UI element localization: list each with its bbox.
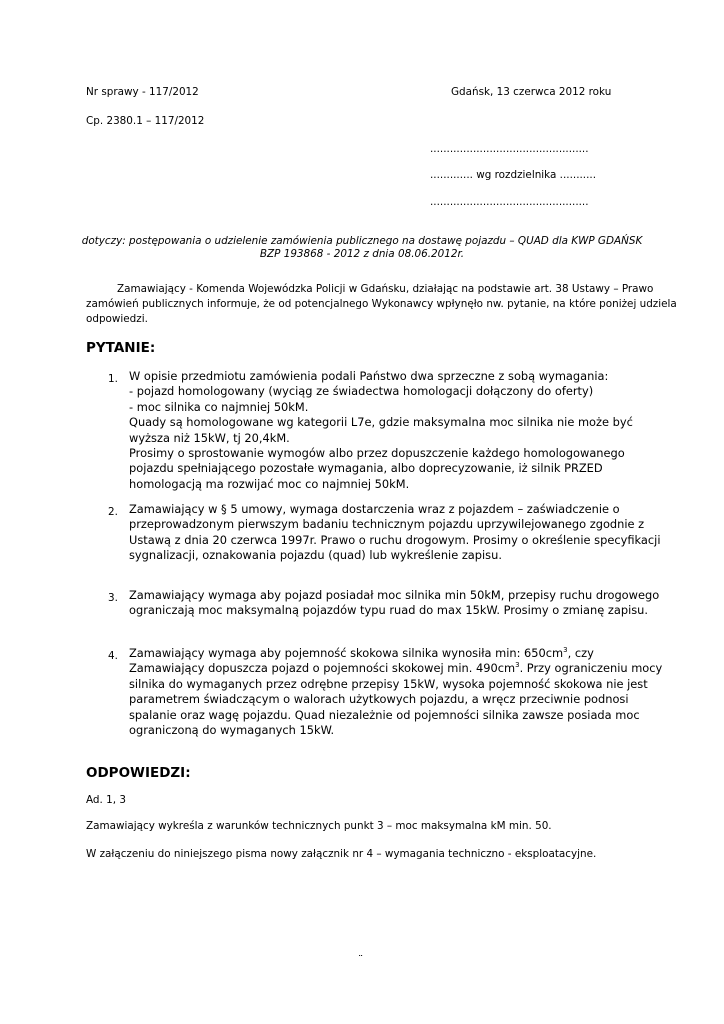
reference-number: Cp. 2380.1 – 117/2012	[86, 115, 205, 127]
question-1-number: 1.	[108, 373, 118, 385]
question-1-line: wyższa niż 15kW, tj 20,4kM.	[129, 430, 290, 445]
question-1-line: Quady są homologowane wg kategorii L7e, gdzie maksymalna moc silnika nie może być	[129, 415, 633, 430]
intro-line-2: zamówień publicznych informuje, że od potencjalnego Wykonawcy wpłynęło nw. pytanie, na które poniżej udziela	[86, 298, 677, 310]
question-4-text	[129, 646, 689, 738]
question-1-line: pojazdu spełniającego pozostałe wymagania, albo doprecyzowanie, iż silnik PRZED	[129, 461, 603, 476]
subject-line-1: dotyczy: postępowania o udzielenie zamówienia publicznego na dostawę pojazdu – QUAD dla KWP GDAŃSK	[81, 235, 643, 247]
question-4-line-2: Zamawiający dopuszcza pojazd o pojemności skokowej min. $490cm^3$. Przy ograniczeniu mocy	[129, 661, 663, 676]
question-1-line: - pojazd homologowany (wyciąg ze świadectwa homologacji dołączony do oferty)	[129, 384, 594, 399]
intro-line-1: Zamawiający - Komenda Wojewódzka Policji w Gdańsku, działając na podstawie art. 38 Ustawy – Prawo	[117, 283, 654, 295]
question-1-line: Prosimy o sprostowanie wymogów albo przez dopuszczenie każdego homologowanego	[129, 446, 625, 461]
answers-heading: ODPOWIEDZI:	[86, 765, 191, 781]
answer-line-1: Zamawiający wykreśla z warunków technicznych punkt 3 – moc maksymalna kM min. 50.	[86, 820, 552, 832]
question-3-line: ograniczają moc maksymalną pojazdów typu ruad do max 15kW. Prosimy o zmianę zapisu.	[129, 603, 649, 618]
case-number: Nr sprawy - 117/2012	[86, 86, 199, 98]
intro-line-3: odpowiedzi.	[86, 313, 148, 325]
recipient-dots-2: ................................................	[430, 196, 589, 208]
question-4-line: parametrem świadczącym o walorach użytkowych pojazdu, a wręcz przeciwnie podnosi	[129, 692, 629, 707]
question-2-line: Zamawiający w § 5 umowy, wymaga dostarczenia wraz z pojazdem – zaświadczenie o	[129, 502, 620, 516]
question-4-line: ograniczoną do wymaganych 15kW.	[129, 723, 335, 738]
question-3-line: Zamawiający wymaga aby pojazd posiadał moc silnika min 50kM, przepisy ruchu drogowego	[129, 588, 660, 602]
question-2-line: sygnalizacji, oznakowania pojazdu (quad) lub wykreślenie zapisu.	[129, 548, 502, 563]
question-2-line: Ustawą z dnia 20 czerwca 1997r. Prawo o ruchu drogowym. Prosimy o określenie specyfikacji	[129, 532, 661, 547]
question-2-line: przeprowadzonym pierwszym badaniu technicznym pojazdu uprzywilejowanego zgodnie z	[129, 517, 645, 532]
questions-heading: PYTANIE:	[86, 340, 156, 356]
answer-line-2: W załączeniu do niniejszego pisma nowy załącznik nr 4 – wymagania techniczno - eksploatacyjne.	[86, 848, 597, 860]
question-1-line: - moc silnika co najmniej 50kM.	[129, 399, 309, 414]
question-1-text	[129, 369, 689, 492]
question-2-number: 2.	[108, 506, 118, 518]
question-3-number: 3.	[108, 592, 118, 604]
question-2-text	[129, 502, 689, 564]
footer-mark: ¨	[358, 954, 364, 966]
recipient-distribution: ............. wg rozdzielnika ...........	[430, 169, 597, 181]
question-4-line: silnika do wymaganych przez odrębne przepisy 15kW, wysoka pojemność skokowa nie jest	[129, 676, 648, 691]
recipient-dots-1: ................................................	[430, 143, 589, 155]
question-4-number: 4.	[108, 650, 118, 662]
answers-ref: Ad. 1, 3	[86, 794, 126, 806]
question-1-line: W opisie przedmiotu zamówienia podali Państwo dwa sprzeczne z sobą wymagania:	[129, 369, 609, 383]
question-1-line: homologacją ma rozwijać moc co najmniej 50kM.	[129, 476, 410, 491]
question-3-text	[129, 588, 689, 619]
question-4-line-1: Zamawiający wymaga aby pojemność skokowa silnika wynosiła min: $650cm^3$, czy	[129, 646, 594, 660]
place-date: Gdańsk, 13 czerwca 2012 roku	[451, 86, 612, 98]
subject-line-2: BZP 193868 - 2012 z dnia 08.06.2012r.	[259, 248, 465, 260]
question-4-line: spalanie oraz wagę pojazdu. Quad niezależnie od pojemności silnika zawsze posiada moc	[129, 707, 640, 722]
